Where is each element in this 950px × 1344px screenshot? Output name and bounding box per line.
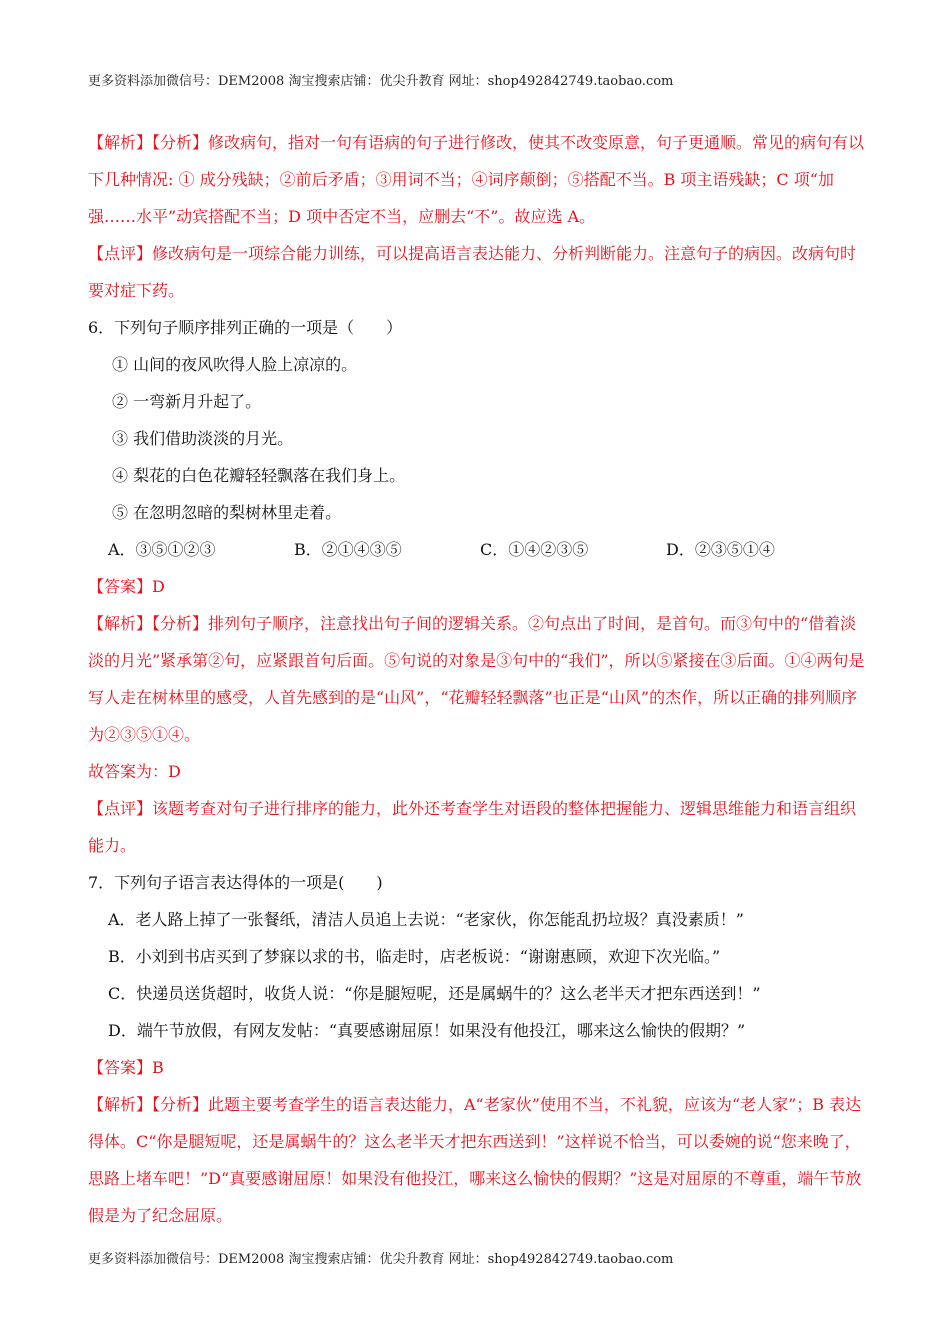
q6-answer: 【答案】D [88,577,165,596]
q7-answer: 【答案】B [88,1058,164,1077]
q6-sentence-5: ⑤ 在忽明忽暗的梨树林里走着。 [112,503,342,522]
q6-sentence-3: ③ 我们借助淡淡的月光。 [112,429,294,448]
q6-comment: 【点评】该题考查对句子进行排序的能力，此外还考查学生对语段的整体把握能力、逻辑思维能力和语言组织能力。 [88,799,857,855]
q6-sentence-4: ④ 梨花的白色花瓣轻轻飘落在我们身上。 [112,466,406,485]
q6-options [88,531,866,568]
q6-question: 6．下列句子顺序排列正确的一项是（ ） [88,318,403,337]
q6-option-b: B．②①④③⑤ [294,540,402,559]
q5-analysis: 【解析】【分析】修改病句，指对一句有语病的句子进行修改，使其不改变原意，句子更通顺。常见的病句有以下几种情况: ① 成分残缺；②前后矛盾；③用词不当；④词序颠倒；⑤搭配不当。B 项主语残缺；C 项“加强……水平”动宾搭配不当；D 项中否定不当，应删去“不”。故应选 A。 [88,133,865,226]
q6-sentence-1: ① 山间的夜风吹得人脸上凉凉的。 [112,355,358,374]
page-footer: 更多资料添加微信号：DEM2008 淘宝搜索店铺：优尖升教育 网址：shop492842749.taobao.com [88,1252,674,1267]
page-header: 更多资料添加微信号：DEM2008 淘宝搜索店铺：优尖升教育 网址：shop492842749.taobao.com [88,74,674,89]
q6-analysis: 【解析】【分析】排列句子顺序，注意找出句子间的逻辑关系。②句点出了时间，是首句。而③句中的“借着淡淡的月光”紧承第②句，应紧跟首句后面。⑤句说的对象是③句中的“我们”，所以⑤紧接在③后面。①④两句是写人走在树林里的感受，人首先感到的是“山风”，“花瓣轻轻飘落”也正是“山风”的杰作，所以正确的排列顺序为②③⑤①④。 [88,614,865,744]
q6-conclusion: 故答案为：D [88,762,181,781]
q7-question: 7．下列句子语言表达得体的一项是( ) [88,873,383,892]
q7-option-a: A．老人路上掉了一张餐纸，清洁人员追上去说：“老家伙，你怎能乱扔垃圾？真没素质！” [108,910,744,929]
q7-analysis: 【解析】【分析】此题主要考查学生的语言表达能力，A“老家伙”使用不当，不礼貌，应该为“老人家”；B 表达得体。C“你是腿短呢，还是属蜗牛的？这么老半天才把东西送到！”这样说不恰当，可以委婉的说“您来晚了，思路上堵车吧！”D“真要感谢屈原！如果没有他投江，哪来这么愉快的假期？”这是对屈原的不尊重，端午节放假是为了纪念屈原。 [88,1095,862,1225]
q6-sentence-2: ② 一弯新月升起了。 [112,392,262,411]
q5-comment: 【点评】修改病句是一项综合能力训练，可以提高语言表达能力、分析判断能力。注意句子的病因。改病句时要对症下药。 [88,244,857,300]
q6-option-d: D．②③⑤①④ [666,540,775,559]
q7-option-b: B．小刘到书店买到了梦寐以求的书，临走时，店老板说：“谢谢惠顾，欢迎下次光临。” [108,947,721,966]
q6-option-a: A．③⑤①②③ [108,540,216,559]
q6-option-c: C．①④②③⑤ [480,540,589,559]
document-body [88,124,866,1234]
q7-option-c: C．快递员送货超时，收货人说：“你是腿短呢，还是属蜗牛的？这么老半天才把东西送到！” [108,984,761,1003]
q7-option-d: D．端午节放假，有网友发帖：“真要感谢屈原！如果没有他投江，哪来这么愉快的假期？” [108,1021,746,1040]
